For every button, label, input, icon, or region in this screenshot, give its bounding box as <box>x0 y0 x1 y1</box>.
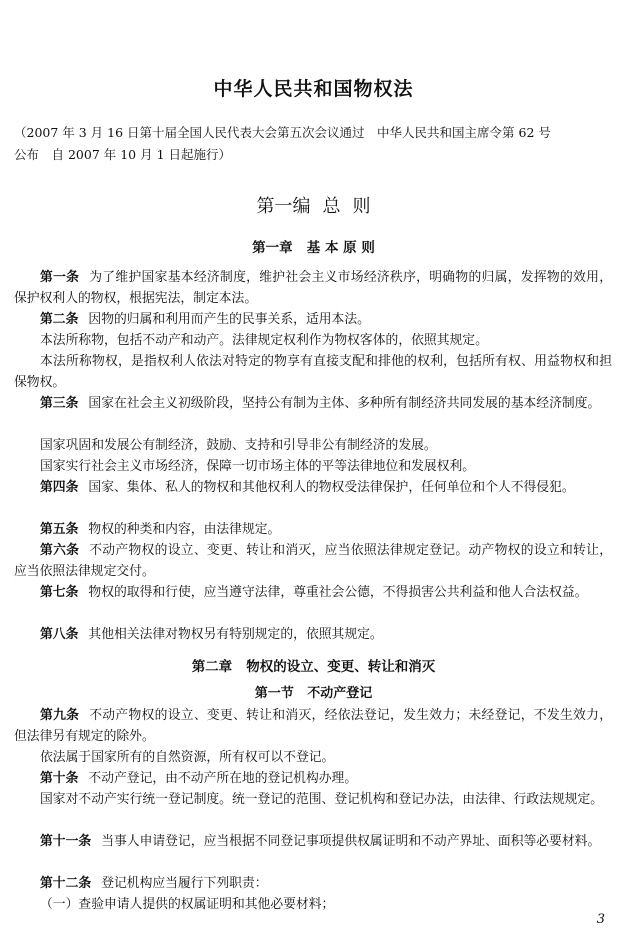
article-number: 第二条 <box>40 312 79 327</box>
article-text: 物权的种类和内容，由法律规定。 <box>88 522 281 537</box>
article-number: 第七条 <box>40 585 79 600</box>
article-number: 第一条 <box>40 270 80 285</box>
article-text: 国家巩固和发展公有制经济，鼓励、支持和引导非公有制经济的发展。 <box>40 438 437 453</box>
article-paragraph <box>14 624 612 645</box>
article-paragraph <box>14 267 612 309</box>
article-number: 第十二条 <box>40 876 92 891</box>
article-number: 第十一条 <box>40 834 92 849</box>
article-text: 登记机构应当履行下列职责： <box>101 876 268 891</box>
article-paragraph <box>14 768 612 789</box>
article-paragraph <box>14 831 612 852</box>
enactment-note <box>14 122 612 166</box>
section-name: 不动产登记 <box>307 686 373 701</box>
article-number: 第四条 <box>40 480 79 495</box>
article-paragraph <box>14 747 612 768</box>
article-paragraph <box>14 351 612 393</box>
section-heading <box>0 682 627 701</box>
article-text: 本法所称物，包括不动产和动产。法律规定权利作为物权客体的，依照其规定。 <box>40 333 488 348</box>
article-text: 不动产物权的设立、变更、转让和消灭，经依法登记，发生效力；未经登记，不发生效力，但法律另有规定的除外。 <box>14 708 613 744</box>
enactment-note-line1: （2007 年 3 月 16 日第十届全国人民代表大会第五次会议通过 中华人民共和国主席令第 62 号 <box>14 125 551 140</box>
article-text: 当事人申请登记，应当根据不同登记事项提供权属证明和不动产界址、面积等必要材料。 <box>101 834 601 849</box>
part-name-b: 则 <box>352 196 371 217</box>
article-text: 本法所称物权，是指权利人依法对特定的物享有直接支配和排他的权利，包括所有权、用益物权和担保物权。 <box>14 354 612 390</box>
article-number: 第六条 <box>40 543 80 558</box>
chapter-label: 第二章 <box>191 659 233 675</box>
article-text: 国家在社会主义初级阶段，坚持公有制为主体、多种所有制经济共同发展的基本经济制度。 <box>88 396 601 411</box>
article-paragraph <box>14 393 612 414</box>
article-text: 其他相关法律对物权另有特别规定的，依照其规定。 <box>88 627 383 642</box>
chapter-name: 物权的设立、变更、转让和消灭 <box>246 659 436 675</box>
article-paragraph <box>14 582 612 603</box>
article-paragraph <box>14 477 612 498</box>
article-paragraph <box>14 435 612 456</box>
article-number: 第三条 <box>40 396 79 411</box>
article-paragraph <box>14 540 612 582</box>
article-text: 物权的取得和行使，应当遵守法律，尊重社会公德，不得损害公共利益和他人合法权益。 <box>88 585 588 600</box>
chapter-name: 基 本 原 则 <box>306 240 375 256</box>
article-text: 国家、集体、私人的物权和其他权利人的物权受法律保护，任何单位和个人不得侵犯。 <box>88 480 575 495</box>
article-text: 依法属于国家所有的自然资源，所有权可以不登记。 <box>40 750 335 765</box>
part-label: 第一编 <box>256 196 311 217</box>
page-number: 3 <box>596 912 605 927</box>
part-name-a: 总 <box>322 196 341 217</box>
article-text: 国家实行社会主义市场经济，保障一切市场主体的平等法律地位和发展权利。 <box>40 459 476 474</box>
document-title: 中华人民共和国物权法 <box>213 78 414 100</box>
article-number: 第八条 <box>40 627 79 642</box>
article-text: 不动产物权的设立、变更、转让和消灭，应当依照法律规定登记。动产物权的设立和转让，应当依照法律规定交付。 <box>14 543 613 579</box>
article-paragraph <box>14 309 612 330</box>
article-text: 不动产登记，由不动产所在地的登记机构办理。 <box>88 771 358 786</box>
chapter-heading <box>0 655 627 675</box>
article-text: 为了维护国家基本经济制度，维护社会主义市场经济秩序，明确物的归属，发挥物的效用，保护权利人的物权，根据宪法，制定本法。 <box>14 270 613 306</box>
part-heading <box>0 192 627 218</box>
article-text: 国家对不动产实行统一登记制度。统一登记的范围、登记机构和登记办法，由法律、行政法规规定。 <box>40 792 604 807</box>
section-label: 第一节 <box>254 686 294 701</box>
article-paragraph <box>14 894 612 915</box>
article-text: 因物的归属和利用而产生的民事关系，适用本法。 <box>88 312 370 327</box>
article-paragraph <box>14 873 612 894</box>
article-paragraph <box>14 705 612 747</box>
article-paragraph <box>14 330 612 351</box>
article-paragraph <box>14 519 612 540</box>
article-number: 第九条 <box>40 708 80 723</box>
article-number: 第十条 <box>40 771 79 786</box>
chapter-heading <box>0 236 627 256</box>
enactment-note-line2: 公布 自 2007 年 10 月 1 日起施行） <box>14 147 232 162</box>
chapter-label: 第一章 <box>252 240 293 256</box>
article-text: （一）查验申请人提供的权属证明和其他必要材料； <box>40 897 335 912</box>
article-paragraph <box>14 456 612 477</box>
article-number: 第五条 <box>40 522 79 537</box>
article-paragraph <box>14 789 612 810</box>
